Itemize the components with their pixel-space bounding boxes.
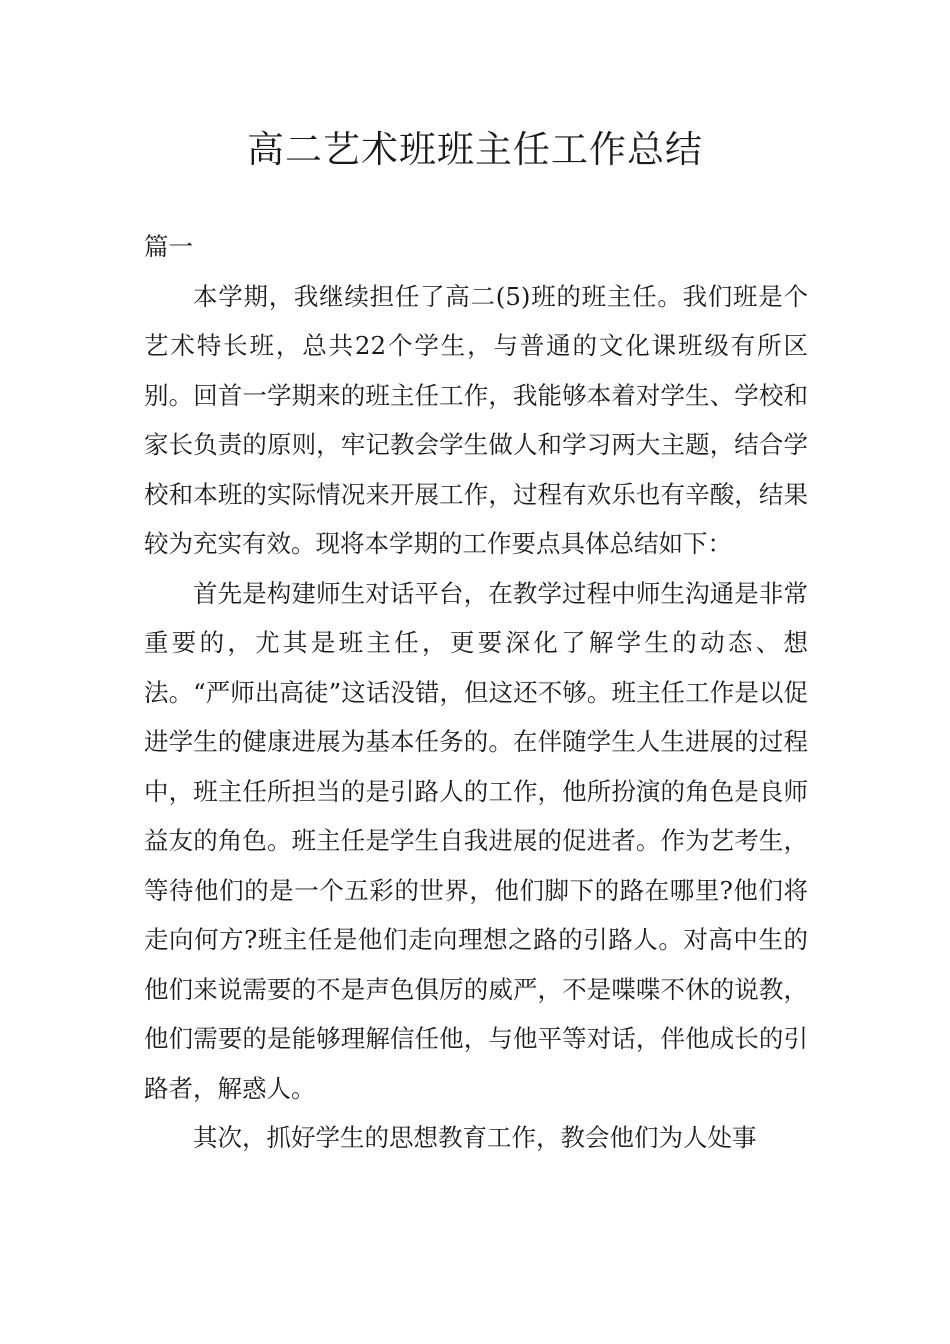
paragraph-1: 本学期，我继续担任了高二(5)班的班主任。我们班是个艺术特长班，总共22个学生，与普通的文化课班级有所区别。回首一学期来的班主任工作，我能够本着对学生、学校和家长负责的原则，牢记教会学生做人和学习两大主题，结合学校和本班的实际情况来开展工作，过程有欢乐也有辛酸，结果较为充实有效。现将本学期的工作要点具体总结如下： — [144, 281, 808, 558]
document-title: 高二艺术班班主任工作总结 — [247, 128, 703, 171]
paragraph-2: 首先是构建师生对话平台，在教学过程中师生沟通是非常重要的，尤其是班主任，更要深化了解学生的动态、想法。“严师出高徒”这话没错，但这还不够。班主任工作是以促进学生的健康进展为基本任务的。在伴随学生人生进展的过程中，班主任所担当的是引路人的工作，他所扮演的角色是良师益友的角色。班主任是学生自我进展的促进者。作为艺考生，等待他们的是一个五彩的世界，他们脚下的路在哪里?他们将走向何方?班主任是他们走向理想之路的引路人。对高中生的他们来说需要的不是声色俱厉的威严，不是喋喋不休的说教，他们需要的是能够理解信任他，与他平等对话，伴他成长的引路者，解惑人。 — [144, 578, 808, 1103]
section-label: 篇一 — [144, 232, 193, 261]
document-body — [144, 222, 808, 1163]
paragraph-3: 其次，抓好学生的思想教育工作，教会他们为人处事 — [193, 1123, 757, 1152]
